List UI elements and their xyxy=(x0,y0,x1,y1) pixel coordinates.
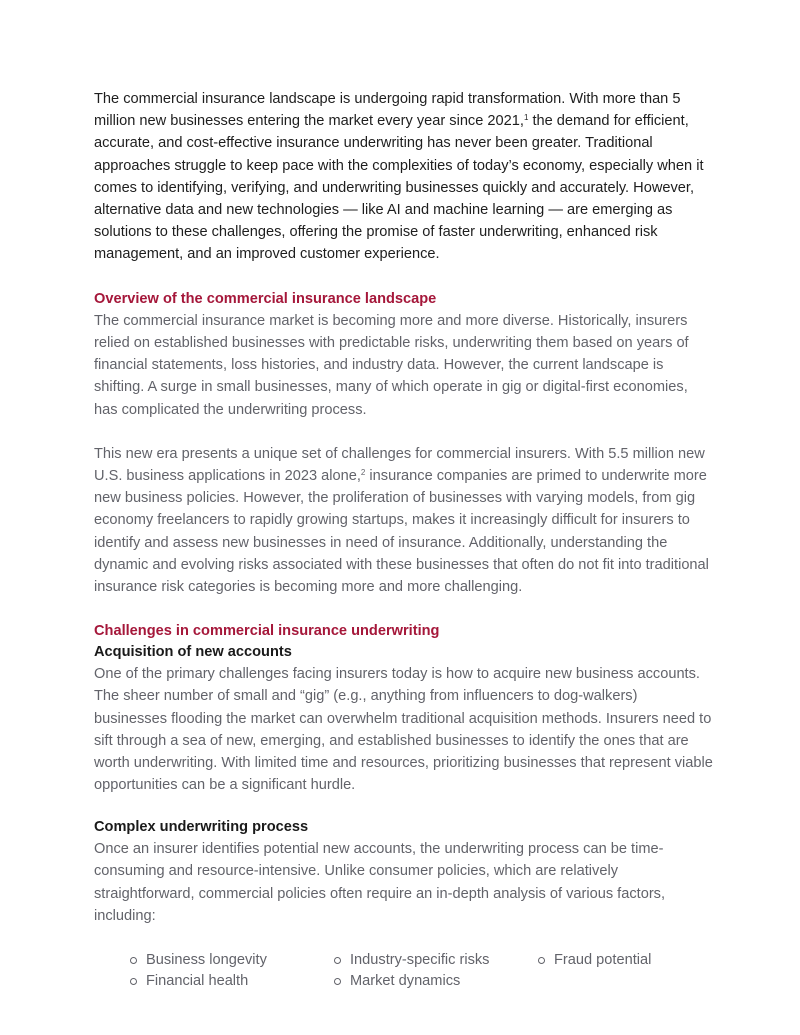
section-heading-challenges: Challenges in commercial insurance underwriting xyxy=(94,623,440,640)
overview-paragraph-2 xyxy=(94,443,714,598)
complex-underwriting-paragraph: Once an insurer identifies potential new accounts, the underwriting process can be time-consuming and resource-intensive. Unlike consumer policies, which are relatively straightforward, commercial policies often require an in-depth analysis of various factors, including: xyxy=(94,841,666,924)
list-item: Financial health xyxy=(146,971,248,992)
bullet-circle-icon xyxy=(538,957,545,964)
overview-p2-part2: insurance companies are primed to underwrite more new business policies. However, the proliferation of businesses with varying models, from gig economy freelancers to rapidly growing startups, makes it increasingly difficult for insurers to identify and assess new businesses in need of insurance. Additionally, understanding the dynamic and evolving risks associated with these businesses that often do not fit into traditional insurance risk categories is becoming more and more challenging. xyxy=(94,468,709,596)
list-item: Industry-specific risks xyxy=(350,950,489,971)
intro-text-part1: The commercial insurance landscape is undergoing rapid transformation. With more than 5 million new businesses entering the market every year since 2021, xyxy=(94,91,681,130)
bullet-circle-icon xyxy=(130,978,137,985)
section-heading-overview: Overview of the commercial insurance landscape xyxy=(94,290,437,307)
document-page xyxy=(94,88,714,994)
list-item: Business longevity xyxy=(146,950,267,971)
bullet-circle-icon xyxy=(334,978,341,985)
overview-paragraph-1: The commercial insurance market is becoming more and more diverse. Historically, insurers relied on established businesses with predictable risks, underwriting them based on years of financial statements, loss histories, and industry data. However, the current landscape is shifting. A surge in small businesses, many of which operate in gig or digital-first economies, has complicated the underwriting process. xyxy=(94,312,689,418)
footnote-ref-2[interactable]: 2 xyxy=(360,468,366,478)
footnote-ref-1[interactable]: 1 xyxy=(523,113,529,123)
factors-list xyxy=(94,950,714,994)
list-item: Market dynamics xyxy=(350,971,460,992)
acquisition-paragraph: One of the primary challenges facing insurers today is how to acquire new business accounts. The sheer number of small and “gig” (e.g., anything from influencers to dog-walkers) businesses flooding the market can overwhelm traditional acquisition methods. Insurers need to sift through a sea of new, emerging, and established businesses to identify the ones that are worth underwriting. With limited time and resources, prioritizing businesses that represent viable opportunities can be a significant hurdle. xyxy=(94,666,713,794)
subheading-acquisition: Acquisition of new accounts xyxy=(94,644,292,661)
intro-text-part2: the demand for efficient, accurate, and cost-effective insurance underwriting has never been greater. Traditional approaches struggle to keep pace with the complexities of today’s economy, especially when it comes to identifying, verifying, and underwriting businesses quickly and accurately. However, alternative data and new technologies — like AI and machine learning — are emerging as solutions to these challenges, offering the promise of faster underwriting, enhanced risk management, and an improved customer experience. xyxy=(94,113,704,263)
list-item: Fraud potential xyxy=(554,950,651,971)
overview-p2-part1: This new era presents a unique set of challenges for commercial insurers. With 5.5 million new U.S. business applications in 2023 alone, xyxy=(94,445,705,485)
bullet-circle-icon xyxy=(334,957,341,964)
subheading-complex-underwriting: Complex underwriting process xyxy=(94,819,309,836)
bullet-circle-icon xyxy=(130,957,137,964)
intro-paragraph xyxy=(94,88,714,266)
